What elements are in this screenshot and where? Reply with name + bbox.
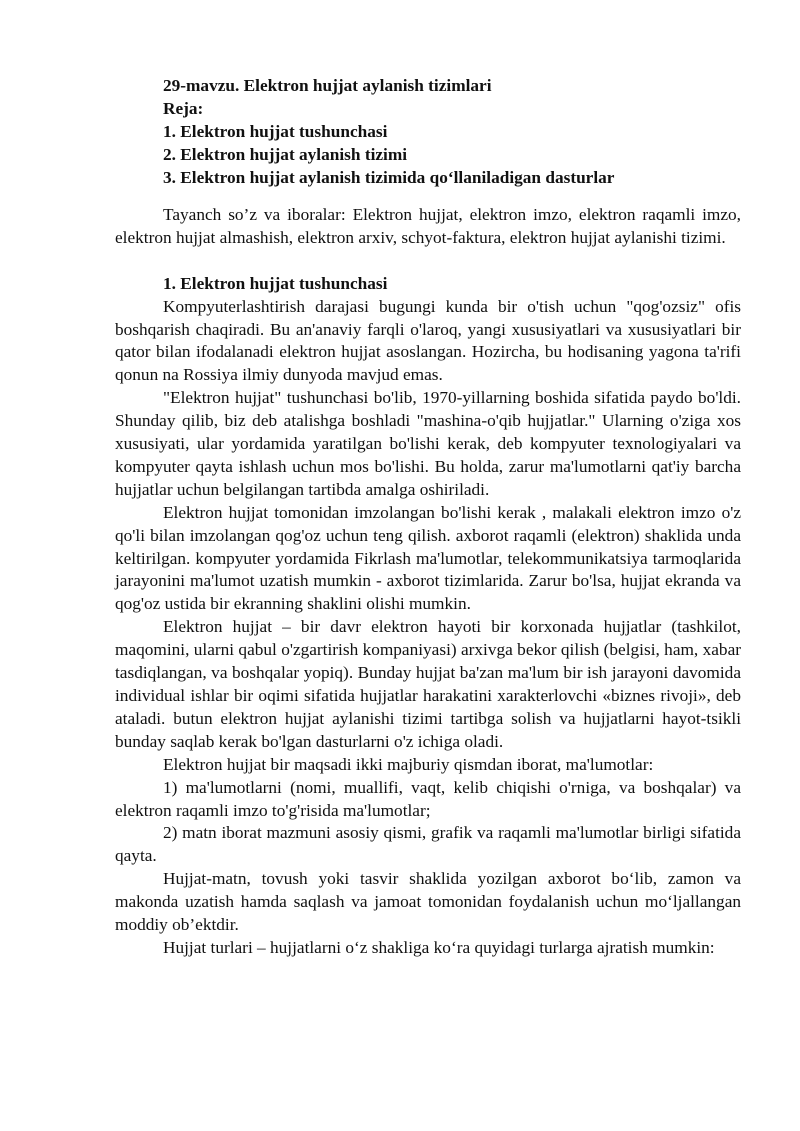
plan-item-1: 1. Elektron hujjat tushunchasi: [163, 121, 388, 141]
section-heading: 1. Elektron hujjat tushunchasi: [163, 273, 388, 293]
list-item: 1) ma'lumotlarni (nomi, muallifi, vaqt, kelib chiqishi o'rniga, va boshqalar) va elektron raqamli imzo to'g'risida ma'lumotlar;: [115, 777, 741, 820]
plan-item-2: 2. Elektron hujjat aylanish tizimi: [163, 144, 408, 164]
body-paragraph: Hujjat-matn, tovush yoki tasvir shaklida yozilgan axborot bo‘lib, zamon va makonda uzatish hamda saqlash va jamoat tomonidan foydalanish uchun mo‘ljallangan moddiy ob’ektdir.: [115, 869, 741, 935]
body-paragraph: Elektron hujjat tomonidan imzolangan bo'lishi kerak , malakali elektron imzo o'z qo'li bilan imzolangan qog'oz uchun teng qilish. axborot raqamli (elektron) shaklida unda keltirilgan. kompyuter yordamida Fikrlash ma'lumotlar, telekommunikatsiya tarmoqlarida jarayonini ma'lumot uzatish mumkin - axborot tizimlarida. Zarur bo'lsa, hujjat ekranda va qog'oz ustida bir ekranning shaklini olishi mumkin.: [115, 502, 741, 614]
document-header: [163, 75, 614, 189]
plan-label: Reja:: [163, 98, 204, 118]
body-paragraph: "Elektron hujjat" tushunchasi bo'lib, 1970-yillarning boshida sifatida paydo bo'ldi. Shunday qilib, biz deb atalishga boshladi "mashina-o'qib hujjatlar." Ularning o'ziga xos xususiyati, ular yordamida yaratilgan bo'lishi kerak, deb kompyuter texnologiyalari va kompyuter qayta ishlash uchun mos bo'lishi. Bu holda, zarur ma'lumotlarni qat'iy barcha hujjatlar uchun belgilangan tartibda amalga oshiriladi.: [115, 388, 741, 499]
body-paragraph: Elektron hujjat – bir davr elektron hayoti bir korxonada hujjatlar (tashkilot, maqomini, ularni qabul o'zgartirish kompaniyasi) arxivga bekor qilish (belgisi, ham, xabar tasdiqlangan, va boshqalar yopiq). Bunday hujjat ba'zan ma'lum bir ish jarayoni davomida individual ishlar bir oqimi sifatida hujjatlar harakatini xarakterlovchi «biznes rivoji», deb ataladi. butun elektron hujjat aylanishi tizimi tartibga solish va hujjatlarni hayot-tsikli bunday saqlab kerak bo'lgan dasturlarni o'z ichiga oladi.: [115, 617, 741, 751]
body-paragraph: Elektron hujjat bir maqsadi ikki majburiy qismdan iborat, ma'lumotlar:: [163, 754, 654, 774]
keywords-paragraph: Tayanch so’z va iboralar: Elektron hujjat, elektron imzo, elektron raqamli imzo, elektron hujjat almashish, elektron arxiv, schyot-faktura, elektron hujjat aylanishi tizimi.: [115, 205, 741, 247]
document-body: [115, 204, 741, 960]
spacer: [115, 250, 741, 273]
body-paragraph: Kompyuterlashtirish darajasi bugungi kunda bir o'tish uchun "qog'ozsiz" ofis boshqarish chaqiradi. Bu an'anaviy farqli o'laroq, yangi xususiyatlari va xususiyatlari bir qator bilan ifodalanadi elektron hujjat asoslangan. Hozircha, bu hodisaning yagona ta'rifi qonun na Rossiya ilmiy dunyoda mavjud emas.: [115, 296, 741, 385]
list-item: 2) matn iborat mazmuni asosiy qismi, grafik va raqamli ma'lumotlar birligi sifatida qayta.: [115, 823, 741, 866]
document-title: 29-mavzu. Elektron hujjat aylanish tizimlari: [163, 76, 492, 95]
plan-item-3: 3. Elektron hujjat aylanish tizimida qo‘llaniladigan dasturlar: [163, 167, 615, 187]
body-paragraph: Hujjat turlari – hujjatlarni o‘z shakliga ko‘ra quyidagi turlarga ajratish mumkin:: [163, 937, 715, 957]
